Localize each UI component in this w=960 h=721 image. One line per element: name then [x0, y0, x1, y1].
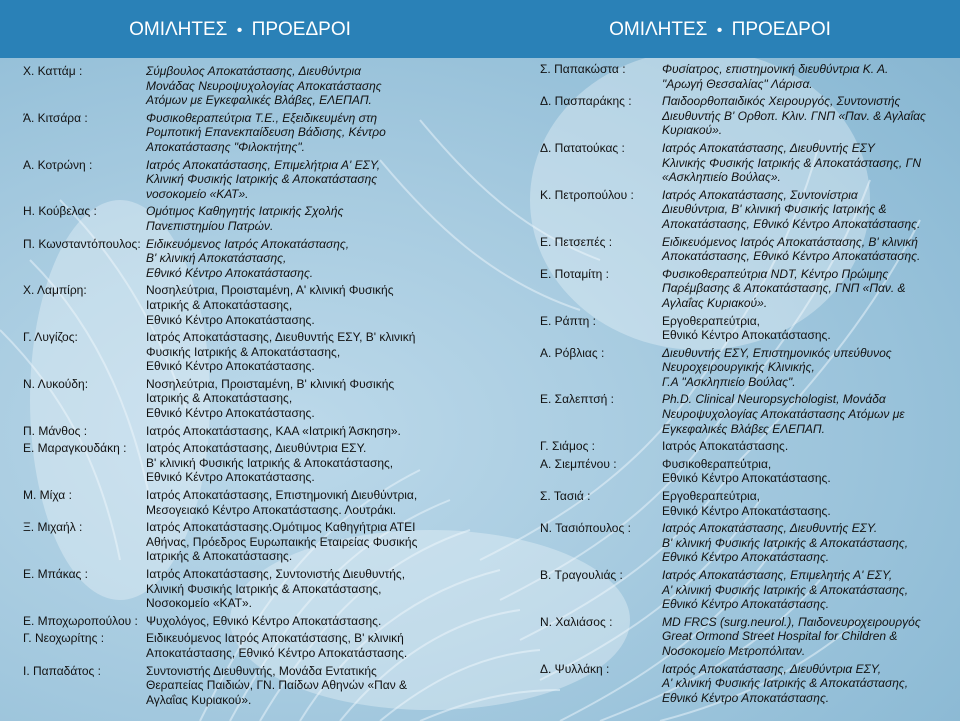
- speaker-entry: [23, 283, 472, 327]
- speaker-affiliation: [662, 568, 952, 612]
- speaker-entry: [23, 424, 472, 439]
- affiliation-line: Πανεπιστημίου Πατρών.: [146, 218, 274, 233]
- affiliation-line: Κλινική Φυσικής Ιατρικής & Αποκατάστασης,: [146, 581, 382, 596]
- speaker-entry: [540, 392, 952, 436]
- speaker-affiliation: [146, 158, 472, 202]
- affiliation-line: Β' κλινική Φυσικής Ιατρικής & Αποκατάστασης,: [146, 455, 394, 470]
- affiliation-line: Ιατρός Αποκατάστασης, Επιμελητής Α' ΕΣΥ,: [662, 568, 893, 582]
- affiliation-line: Νοσηλεύτρια, Προισταμένη, Β' κλινική Φυσικής: [146, 376, 395, 391]
- affiliation-line: Ιατρικής & Αποκατάστασης.: [146, 549, 293, 564]
- right-column: [480, 0, 960, 721]
- affiliation-line: Εθνικό Κέντρο Αποκατάστασης.: [662, 328, 831, 343]
- speaker-entry: [23, 111, 472, 155]
- affiliation-line: Εργοθεραπεύτρια,: [662, 489, 760, 504]
- speaker-affiliation: [146, 330, 472, 374]
- speaker-name: Α. Ρόβλιας :: [540, 345, 605, 360]
- affiliation-line: Νευροψυχολογίας Αποκατάστασης Ατόμων με: [662, 407, 905, 422]
- speaker-name: Χ. Καττάμ :: [23, 64, 83, 78]
- speaker-affiliation: [662, 235, 952, 264]
- speaker-name: Ε. Ποταμίτη :: [540, 266, 610, 281]
- speaker-name: Α. Κοτρώνη :: [23, 157, 93, 172]
- affiliation-line: Αποκατάστασης "Φιλοκτήτης".: [146, 139, 305, 154]
- speaker-name: Γ. Νεοχωρίτης :: [23, 631, 105, 646]
- affiliation-line: Κλινικής Φυσικής Ιατρικής & Αποκατάστασης, ΓΝ: [662, 155, 922, 170]
- affiliation-line: Κυριακού».: [662, 123, 723, 138]
- affiliation-line: Διευθυντής Β' Ορθοπ. Κλιν. ΓΝΠ «Παν. & Αγλαΐας: [662, 108, 926, 123]
- speaker-entry: [540, 662, 952, 706]
- speaker-affiliation: [146, 111, 472, 155]
- speaker-affiliation: [662, 457, 952, 486]
- speaker-entry: [540, 188, 952, 232]
- affiliation-line: Great Ormond Street Hospital for Children &: [662, 629, 898, 644]
- affiliation-line: Αποκατάστασης, Εθνικό Κέντρο Αποκατάστασης.: [146, 645, 408, 660]
- affiliation-line: Νοσοκομείο Μετροπόλιταν.: [662, 643, 806, 658]
- speaker-entry: [23, 204, 472, 233]
- affiliation-line: Φυσικής Ιατρικής & Αποκατάστασης,: [146, 344, 341, 359]
- affiliation-line: Νοσοκομείο «ΚΑΤ».: [146, 596, 253, 611]
- speaker-entry: [23, 237, 472, 281]
- speaker-name: Ξ. Μιχαήλ :: [23, 520, 83, 535]
- speaker-affiliation: [146, 424, 472, 439]
- speaker-name: Ε. Σαλεπτσή :: [540, 392, 614, 407]
- affiliation-line: Ιατρός Αποκατάστασης, ΚΑΑ «Ιατρική Άσκηση».: [146, 423, 401, 438]
- speaker-entry: [540, 94, 952, 138]
- affiliation-line: Εθνικό Κέντρο Αποκατάστασης.: [662, 690, 830, 705]
- affiliation-line: Μεσογειακό Κέντρο Αποκατάστασης. Λουτράκι.: [146, 502, 397, 517]
- affiliation-line: Παρέμβασης & Αποκατάστασης, ΓΝΠ «Παν. &: [662, 281, 906, 296]
- left-header: [0, 0, 480, 58]
- affiliation-line: Ιατρός Αποκατάστασης, Συντονιστής Διευθυντής,: [146, 567, 406, 581]
- speaker-entry: [540, 267, 952, 311]
- affiliation-line: Ιατρός Αποκατάστασης, Συντονίστρια: [662, 187, 858, 202]
- speaker-name: Δ. Πατατούκας :: [540, 140, 625, 155]
- speaker-name: Ν. Τασιόπουλος :: [540, 521, 631, 536]
- affiliation-line: Ph.D. Clinical Neuropsychologist, Μονάδα: [662, 392, 886, 407]
- speaker-affiliation: [662, 267, 952, 311]
- speaker-name: Δ. Πασπαράκης :: [540, 94, 632, 109]
- affiliation-line: Μονάδας Νευροψυχολογίας Αποκατάστασης: [146, 78, 382, 93]
- affiliation-line: Ειδικευόμενος Ιατρός Αποκατάστασης,: [146, 236, 350, 251]
- affiliation-line: Ιατρός Αποκατάστασης, Διευθύντρια ΕΣΥ.: [146, 441, 367, 456]
- speaker-name: Χ. Λαμπίρη:: [23, 283, 87, 298]
- speaker-name: Γ. Σιάμος :: [540, 439, 596, 454]
- right-speaker-list: [480, 58, 960, 705]
- speaker-affiliation: [146, 614, 472, 629]
- speaker-name: Α. Σιεμπένου :: [540, 456, 617, 471]
- affiliation-line: Σύμβουλος Αποκατάστασης, Διευθύντρια: [146, 64, 361, 78]
- speaker-entry: [540, 521, 952, 565]
- speaker-affiliation: [146, 488, 472, 517]
- speaker-affiliation: [662, 662, 952, 706]
- right-header: [480, 0, 960, 58]
- affiliation-line: Νευροχειρουργικής Κλινικής,: [662, 360, 815, 375]
- speaker-affiliation: [146, 631, 472, 660]
- speaker-entry: [23, 441, 472, 485]
- affiliation-line: Ιατρός Αποκατάστασης, Επιμελήτρια Α' ΕΣΥ,: [146, 157, 381, 172]
- speaker-entry: [540, 489, 952, 518]
- affiliation-line: MD FRCS (surg.neurol.), Παιδονευροχειρουργός: [662, 614, 921, 629]
- speaker-entry: [540, 235, 952, 264]
- speaker-entry: [23, 520, 472, 564]
- header-title: ΟΜΙΛΗΤΕΣ: [609, 19, 708, 40]
- speaker-name: Ε. Πετσεπές :: [540, 234, 613, 249]
- speaker-affiliation: [146, 377, 472, 421]
- affiliation-line: Ιατρός Αποκατάστασης, Διευθύντρια ΕΣΥ,: [662, 661, 882, 676]
- speaker-entry: [540, 457, 952, 486]
- speaker-affiliation: [146, 664, 472, 708]
- affiliation-line: Ατόμων με Εγκεφαλικές Βλάβες, ΕΛΕΠΑΠ.: [146, 93, 372, 108]
- speaker-name: Β. Τραγουλιάς :: [540, 568, 623, 582]
- speaker-entry: [540, 141, 952, 185]
- affiliation-line: Εθνικό Κέντρο Αποκατάστασης.: [662, 471, 831, 486]
- affiliation-line: Εθνικό Κέντρο Αποκατάστασης.: [662, 503, 831, 518]
- affiliation-line: Αγλαΐας Κυριακού».: [146, 692, 252, 707]
- affiliation-line: Θεραπείας Παιδιών, ΓΝ. Παίδων Αθηνών «Παν &: [146, 678, 408, 693]
- speaker-affiliation: [662, 346, 952, 390]
- affiliation-line: Εθνικό Κέντρο Αποκατάστασης.: [662, 597, 830, 612]
- affiliation-line: Εθνικό Κέντρο Αποκατάστασης.: [146, 359, 315, 374]
- affiliation-line: Εθνικό Κέντρο Αποκατάστασης.: [146, 265, 314, 280]
- header-separator: •: [236, 22, 243, 39]
- speaker-name: Η. Κούβελας :: [23, 204, 97, 219]
- affiliation-line: Α' κλινική Φυσικής Ιατρικής & Αποκατάστασης,: [662, 676, 909, 691]
- speaker-name: Π. Μάνθος :: [23, 423, 88, 438]
- affiliation-line: Ειδικευόμενος Ιατρός Αποκατάστασης, Β' κλινική: [662, 234, 918, 249]
- affiliation-line: Β' κλινική Αποκατάστασης,: [146, 251, 287, 266]
- speaker-affiliation: [662, 615, 952, 659]
- affiliation-line: Εθνικό Κέντρο Αποκατάστασης.: [146, 470, 315, 485]
- speaker-name: Ά. Κιτσάρα :: [23, 110, 88, 125]
- affiliation-line: Ρομποτική Επανεκπαίδευση Βάδισης, Κέντρο: [146, 125, 386, 140]
- affiliation-line: Ιατρός Αποκατάστασης, Επιστημονική Διευθύντρια,: [146, 488, 418, 503]
- affiliation-line: Νοσηλεύτρια, Προισταμένη, Α' κλινική Φυσικής: [146, 283, 394, 298]
- speaker-name: Μ. Μίχα :: [23, 488, 72, 503]
- speaker-entry: [540, 568, 952, 612]
- affiliation-line: Α' κλινική Φυσικής Ιατρικής & Αποκατάστασης,: [662, 582, 909, 597]
- speaker-entry: [23, 567, 472, 611]
- speaker-entry: [23, 488, 472, 517]
- speaker-name: Γ. Λυγίζος:: [23, 330, 78, 345]
- header-title: ΟΜΙΛΗΤΕΣ: [129, 19, 228, 40]
- affiliation-line: Ιατρικής & Αποκατάστασης,: [146, 391, 293, 406]
- affiliation-line: Εγκεφαλικές Βλάβες ΕΛΕΠΑΠ.: [662, 421, 825, 436]
- speaker-entry: [23, 158, 472, 202]
- affiliation-line: Ψυχολόγος, Εθνικό Κέντρο Αποκατάστασης.: [146, 613, 382, 628]
- affiliation-line: «Ασκληπιείο Βούλας».: [662, 170, 781, 185]
- speaker-entry: [540, 314, 952, 343]
- speaker-name: Ε. Μπάκας :: [23, 567, 88, 581]
- speaker-affiliation: [662, 521, 952, 565]
- affiliation-line: Παιδοορθοπαιδικός Χειρουργός, Συντονιστής: [662, 94, 901, 109]
- speaker-affiliation: [662, 62, 952, 91]
- affiliation-line: Εθνικό Κέντρο Αποκατάστασης.: [146, 406, 315, 421]
- speaker-affiliation: [662, 489, 952, 518]
- affiliation-line: Ιατρός Αποκατάστασης, Διευθυντής ΕΣΥ, Β' κλινική: [146, 330, 416, 345]
- speaker-name: Σ. Τασιά :: [540, 489, 591, 504]
- speaker-name: Ε. Ράπτη :: [540, 313, 596, 328]
- speaker-affiliation: [146, 204, 472, 233]
- speaker-name: Ν. Χαλιάσος :: [540, 614, 613, 629]
- speaker-entry: [23, 614, 472, 629]
- speaker-entry: [540, 62, 952, 91]
- affiliation-line: Φυσικοθεραπεύτρια,: [662, 456, 772, 471]
- speaker-affiliation: [146, 283, 472, 327]
- header-subtitle: ΠΡΟΕΔΡΟΙ: [731, 19, 831, 40]
- speaker-name: Ε. Μποχωροπούλου :: [23, 613, 138, 628]
- speaker-entry: [23, 330, 472, 374]
- affiliation-line: Εθνικό Κέντρο Αποκατάστασης.: [146, 312, 315, 327]
- left-speaker-list: [0, 58, 480, 707]
- speaker-name: Ν. Λυκούδη:: [23, 376, 89, 391]
- affiliation-line: Αποκατάστασης, Εθνικό Κέντρο Αποκατάστασης.: [662, 249, 921, 264]
- speaker-affiliation: [146, 520, 472, 564]
- speaker-name: Π. Κωνσταντόπουλος:: [23, 236, 141, 251]
- affiliation-line: Ιατρός Αποκατάστασης.: [662, 439, 789, 454]
- speaker-entry: [540, 439, 952, 454]
- affiliation-line: Ειδικευόμενος Ιατρός Αποκατάστασης, Β' κλινική: [146, 631, 404, 646]
- affiliation-line: Διευθυντής ΕΣΥ, Επιστημονικός υπεύθυνος: [662, 345, 892, 360]
- affiliation-line: Εργοθεραπεύτρια,: [662, 313, 760, 328]
- speaker-name: Ε. Μαραγκουδάκη :: [23, 441, 127, 456]
- speaker-entry: [23, 377, 472, 421]
- speaker-entry: [23, 64, 472, 108]
- affiliation-line: Β' κλινική Φυσικής Ιατρικής & Αποκατάστασης,: [662, 535, 909, 550]
- speaker-affiliation: [146, 567, 472, 611]
- speaker-affiliation: [662, 188, 952, 232]
- header-separator: •: [716, 22, 723, 39]
- speaker-affiliation: [146, 441, 472, 485]
- speaker-affiliation: [662, 141, 952, 185]
- speaker-entry: [540, 615, 952, 659]
- speaker-name: Κ. Πετροπούλου :: [540, 187, 634, 202]
- affiliation-line: Ιατρός Αποκατάστασης, Διευθυντής ΕΣΥ: [662, 140, 875, 155]
- speaker-affiliation: [662, 439, 952, 454]
- affiliation-line: Ομότιμος Καθηγητής Ιατρικής Σχολής: [146, 204, 344, 219]
- speaker-affiliation: [662, 94, 952, 138]
- speaker-entry: [23, 631, 472, 660]
- speaker-affiliation: [146, 237, 472, 281]
- affiliation-line: "Αρωγή Θεσσαλίας" Λάρισα.: [662, 76, 813, 91]
- speaker-entry: [23, 664, 472, 708]
- affiliation-line: Φυσίατρος, επιστημονική διευθύντρια Κ. Α.: [662, 62, 889, 76]
- affiliation-line: Φυσικοθεραπεύτρια NDT, Κέντρο Πρώιμης: [662, 266, 889, 281]
- affiliation-line: Γ.Α "Ασκληπιείο Βούλας".: [662, 374, 796, 389]
- affiliation-line: Ιατρικής & Αποκατάστασης,: [146, 297, 293, 312]
- affiliation-line: Αποκατάστασης, Εθνικό Κέντρο Αποκατάστασης.: [662, 216, 921, 231]
- affiliation-line: Συντονιστής Διευθυντής, Μονάδα Εντατικής: [146, 663, 377, 678]
- affiliation-line: Ιατρός Αποκατάστασης.Ομότιμος Καθηγήτρια ΑΤΕΙ: [146, 520, 416, 535]
- speaker-affiliation: [146, 64, 472, 108]
- affiliation-line: Ιατρός Αποκατάστασης, Διευθυντής ΕΣΥ.: [662, 521, 878, 536]
- speaker-name: Ι. Παπαδάτος :: [23, 663, 101, 678]
- speaker-entry: [540, 346, 952, 390]
- affiliation-line: Φυσικοθεραπεύτρια Τ.Ε., Εξειδικευμένη στη: [146, 110, 378, 125]
- speaker-name: Σ. Παπακώστα :: [540, 62, 626, 76]
- affiliation-line: Διευθύντρια, Β' κλινική Φυσικής Ιατρικής &: [662, 202, 887, 217]
- affiliation-line: Εθνικό Κέντρο Αποκατάστασης.: [662, 550, 830, 565]
- affiliation-line: Αγλαΐας Κυριακού».: [662, 295, 768, 310]
- header-subtitle: ΠΡΟΕΔΡΟΙ: [251, 19, 351, 40]
- affiliation-line: νοσοκομείο «ΚΑΤ».: [146, 186, 249, 201]
- speaker-name: Δ. Ψυλλάκη :: [540, 661, 610, 676]
- affiliation-line: Αθήνας, Πρόεδρος Ευρωπαικής Εταιρείας Φυσικής: [146, 534, 418, 549]
- speaker-affiliation: [662, 314, 952, 343]
- affiliation-line: Κλινική Φυσικής Ιατρικής & Αποκατάστασης: [146, 172, 378, 187]
- speaker-affiliation: [662, 392, 952, 436]
